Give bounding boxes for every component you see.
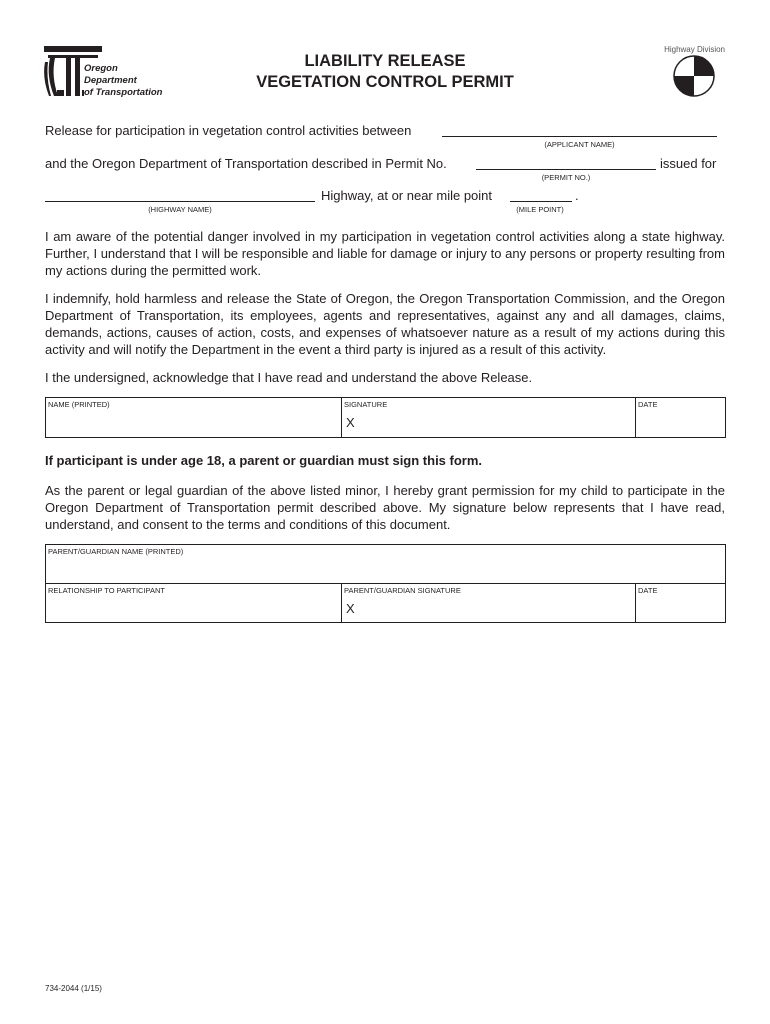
highway-division-label: Highway Division [664,45,725,54]
participant-signature-x-mark: X [346,415,355,430]
intro-line-1: Release for participation in vegetation control activities between [45,123,412,138]
participant-name-label: NAME (PRINTED) [48,400,110,409]
highway-mile-point-text: Highway, at or near mile point [321,188,493,203]
participant-name-cell[interactable] [46,398,342,437]
applicant-name-caption: (APPLICANT NAME) [544,140,615,149]
highway-name-caption: (HIGHWAY NAME) [148,205,212,214]
permit-number-caption: (PERMIT NO.) [541,173,591,182]
title-line-2: VEGETATION CONTROL PERMIT [256,73,514,91]
participant-signature-label: SIGNATURE [344,400,388,409]
issued-for-text: issued for [660,156,717,171]
participant-signature-table [45,397,726,438]
relationship-cell[interactable] [46,584,342,622]
highway-division-compass-icon [673,55,715,97]
mile-point-period: . [575,188,579,203]
applicant-name-field[interactable] [442,136,717,137]
guardian-name-label: PARENT/GUARDIAN NAME (PRINTED) [48,547,184,556]
form-number: 734-2044 (1/15) [45,984,102,993]
mile-point-caption: (MILE POINT) [516,205,564,214]
highway-name-field[interactable] [45,201,315,202]
intro-line-2: and the Oregon Department of Transportation described in Permit No. [45,156,447,171]
danger-paragraph: I am aware of the potential danger involved in my participation in vegetation control activities along a state highway. Further, I understand that I will be responsible and liable for damage or injury to any persons or property resulting from my actions during the permitted work. [45,229,725,278]
guardian-signature-label: PARENT/GUARDIAN SIGNATURE [344,586,461,595]
relationship-label: RELATIONSHIP TO PARTICIPANT [48,586,165,595]
guardian-date-cell[interactable] [636,584,725,622]
indemnify-paragraph: I indemnify, hold harmless and release the State of Oregon, the Oregon Transportation Commission, and the Oregon Department of Transportation, its employees, agents and representatives, against any and all damages, claims, demands, actions, causes of action, costs, and expenses of whatsoever nature as a result of my actions during this activity and will notify the Department in the event a third party is injured as a result of this activity. [45,291,725,357]
guardian-signature-x-mark: X [346,601,355,616]
guardian-signature-table [45,544,726,623]
logo-text-line-3: of Transportation [84,87,163,98]
permit-number-field[interactable] [476,169,656,170]
acknowledge-paragraph: I the undersigned, acknowledge that I have read and understand the above Release. [45,370,533,385]
title-line-1: LIABILITY RELEASE [304,52,466,70]
logo-text-line-2: Department [84,75,137,86]
guardian-name-cell[interactable] [46,545,725,583]
guardian-paragraph: As the parent or legal guardian of the above listed minor, I hereby grant permission for my child to participate in the Oregon Department of Transportation permit described above. My signature below represents that I have read, understand, and consent to the terms and conditions of this document. [45,483,725,532]
minor-notice: If participant is under age 18, a parent or guardian must sign this form. [45,453,483,468]
logo-text-line-1: Oregon [84,63,118,74]
participant-date-label: DATE [638,400,658,409]
guardian-signature-cell[interactable] [342,584,635,622]
guardian-date-label: DATE [638,586,658,595]
participant-date-cell[interactable] [636,398,725,437]
mile-point-field[interactable] [510,201,572,202]
participant-signature-cell[interactable] [342,398,635,437]
